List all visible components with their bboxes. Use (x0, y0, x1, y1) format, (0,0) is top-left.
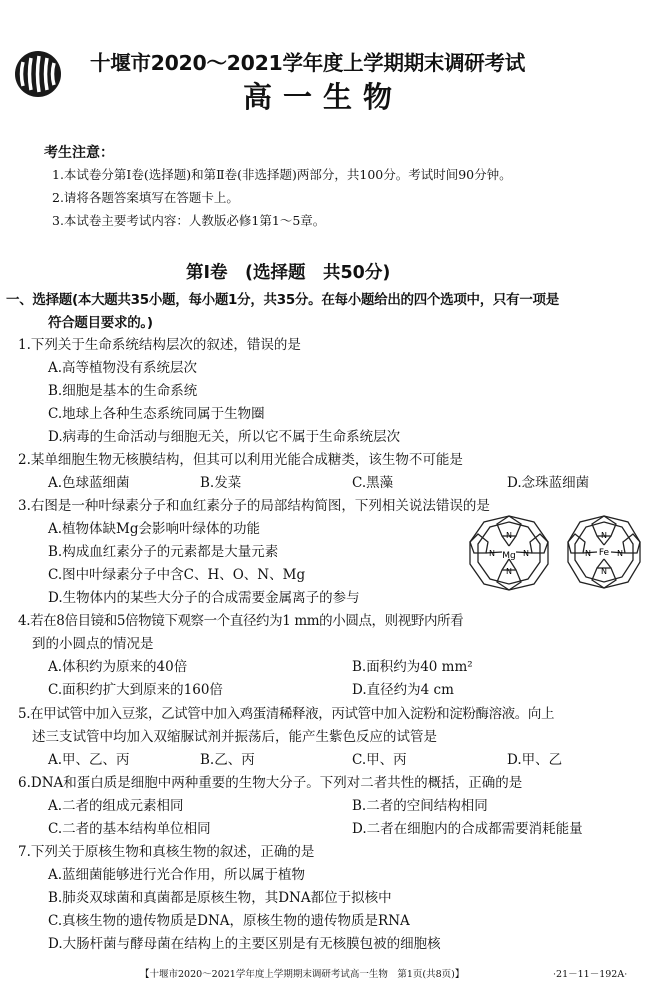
option-c: C.地球上各种生态系统同属于生物圈 (48, 406, 265, 422)
option-c: C.面积约扩大到原来的160倍 (48, 682, 223, 698)
option-b: B.细胞是基本的生命系统 (48, 383, 198, 399)
page-footer: 【十堰市2020～2021学年度上学期期末调研考试高一生物 第1页(共8页)】 (140, 969, 465, 980)
n-label: N (506, 531, 512, 540)
n-label: N (489, 549, 495, 558)
n-label: N (601, 567, 607, 576)
option-b: B.面积约为40 mm² (352, 659, 473, 675)
section-intro: 一、选择题(本大题共35小题，每小题1分，共35分。在每小题给出的四个选项中，只有一项是 (6, 292, 559, 308)
question-stem: 3.右图是一种叶绿素分子和血红素分子的局部结构简图，下列相关说法错误的是 (18, 498, 490, 514)
option-d: D.念珠蓝细菌 (507, 475, 590, 491)
notice-item: 3.本试卷主要考试内容：人教版必修1第1～5章。 (52, 213, 326, 228)
option-a: A.蓝细菌能够进行光合作用，所以属于植物 (48, 867, 306, 883)
question-stem: 5.在甲试管中加入豆浆，乙试管中加入鸡蛋清稀释液，丙试管中加入淀粉和淀粉酶溶液。向上 (18, 706, 555, 722)
heme-structure-figure (562, 510, 646, 594)
option-a: A.植物体缺Mg会影响叶绿体的功能 (48, 521, 261, 537)
option-d: D.直径约为4 cm (352, 682, 454, 698)
n-label: N (506, 567, 512, 576)
paper-code: ·21－11－192A· (553, 969, 628, 980)
option-c: C.黑藻 (352, 475, 394, 491)
option-d: D.病毒的生命活动与细胞无关，所以它不属于生命系统层次 (48, 429, 401, 445)
question-stem: 7.下列关于原核生物和真核生物的叙述，正确的是 (18, 844, 315, 860)
option-b: B.肺炎双球菌和真菌都是原核生物，其DNA都位于拟核中 (48, 890, 392, 906)
question-stem-cont: 述三支试管中均加入双缩脲试剂并振荡后，能产生紫色反应的试管是 (32, 729, 437, 745)
option-d: D.二者在细胞内的合成都需要消耗能量 (352, 821, 583, 837)
option-b: B.二者的空间结构相同 (352, 798, 488, 814)
notice-item: 1.本试卷分第Ⅰ卷(选择题)和第Ⅱ卷(非选择题)两部分，共100分。考试时间90分钟。 (52, 167, 512, 182)
option-a: A.色球蓝细菌 (48, 475, 130, 491)
option-c: C.二者的基本结构单位相同 (48, 821, 211, 837)
option-a: A.甲、乙、丙 (48, 752, 130, 768)
n-label: N (617, 549, 623, 558)
option-a: A.二者的组成元素相同 (48, 798, 184, 814)
option-c: C.甲、丙 (352, 752, 407, 768)
n-label: N (523, 549, 529, 558)
mg-label: Mg (502, 551, 516, 561)
option-b: B.构成血红素分子的元素都是大量元素 (48, 544, 279, 560)
question-stem-cont: 到的小圆点的情况是 (32, 636, 154, 652)
n-label: N (585, 549, 591, 558)
option-d: D.大肠杆菌与酵母菌在结构上的主要区别是有无核膜包被的细胞核 (48, 936, 441, 952)
section-title: 第Ⅰ卷 (选择题 共50分) (186, 263, 391, 283)
option-b: B.乙、丙 (200, 752, 255, 768)
option-c: C.图中叶绿素分子中含C、H、O、N、Mg (48, 567, 306, 583)
option-c: C.真核生物的遗传物质是DNA，原核生物的遗传物质是RNA (48, 913, 410, 929)
question-stem: 1.下列关于生命系统结构层次的叙述，错误的是 (18, 337, 301, 353)
notice-item: 2.请将各题答案填写在答题卡上。 (52, 190, 239, 205)
chlorophyll-structure-figure (464, 512, 554, 594)
fe-label: Fe (598, 548, 610, 558)
n-label: N (601, 531, 607, 540)
section-intro: 符合题目要求的。) (48, 315, 153, 331)
exam-title: 十堰市2020～2021学年度上学期期末调研考试 (90, 51, 525, 75)
option-d: D.甲、乙 (507, 752, 563, 768)
option-b: B.发菜 (200, 475, 242, 491)
question-stem: 4.若在8倍目镜和5倍物镜下观察一个直径约为1 mm的小圆点，则视野内所看 (18, 613, 464, 629)
notice-heading: 考生注意： (44, 145, 114, 161)
option-d: D.生物体内的某些大分子的合成需要金属离子的参与 (48, 590, 360, 606)
question-stem: 6.DNA和蛋白质是细胞中两种重要的生物大分子。下列对二者共性的概括，正确的是 (18, 775, 523, 791)
exam-logo-icon (14, 50, 62, 98)
option-a: A.体积约为原来的40倍 (48, 659, 188, 675)
subject-title: 高一生物 (243, 80, 404, 114)
option-a: A.高等植物没有系统层次 (48, 360, 198, 376)
question-stem: 2.某单细胞生物无核膜结构，但其可以利用光能合成糖类，该生物不可能是 (18, 452, 463, 468)
